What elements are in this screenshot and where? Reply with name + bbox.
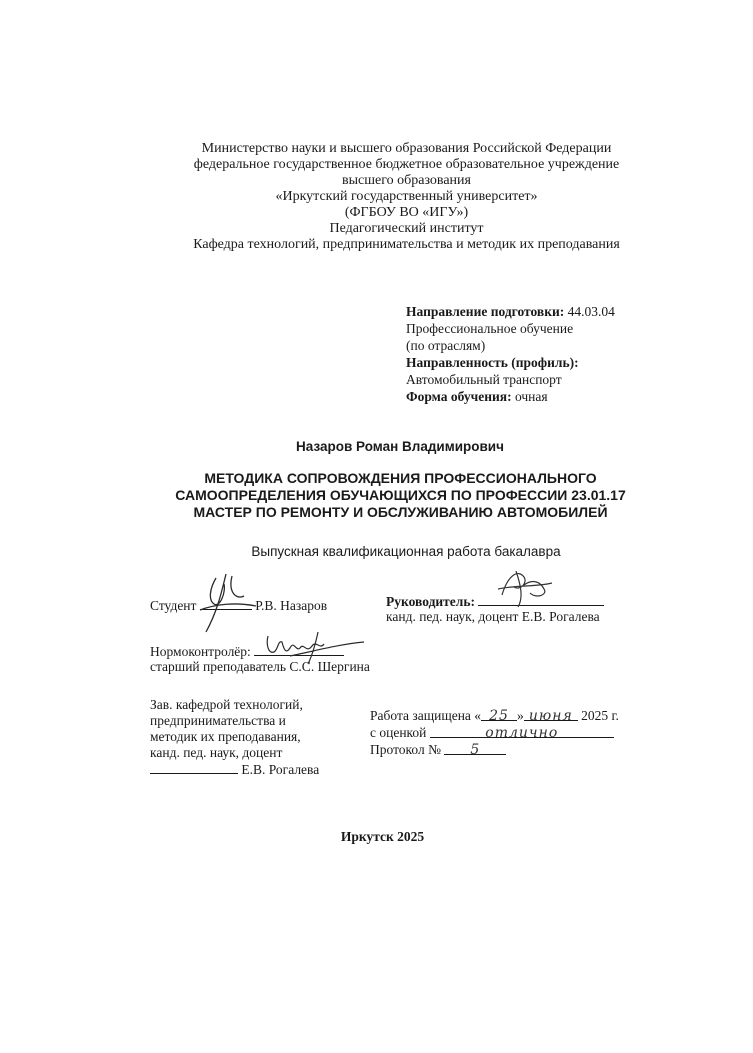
signature-line — [150, 761, 238, 774]
form-value: очная — [514, 389, 548, 404]
protocol-label: Протокол № — [370, 742, 441, 757]
head-name: Е.В. Рогалева — [241, 762, 320, 777]
direction-name: Профессиональное обучение — [406, 321, 574, 336]
head-title-line-4: канд. пед. наук, доцент — [150, 745, 283, 760]
work-type: Выпускная квалификационная работа бакалавра — [251, 544, 561, 559]
signature-line — [478, 593, 604, 606]
defense-month: июня — [524, 708, 578, 721]
ministry-line: Министерство науки и высшего образования Российской Федерации — [201, 141, 612, 156]
signature-line — [200, 597, 252, 610]
author-name: Назаров Роман Владимирович — [296, 439, 504, 454]
profile-value: Автомобильный транспорт — [406, 372, 562, 387]
thesis-title-line-3: МАСТЕР ПО РЕМОНТУ И ОБСЛУЖИВАНИЮ АВТОМОБИЛЕЙ — [193, 504, 608, 520]
signature-line — [254, 643, 344, 656]
normcontrol-name: старший преподаватель С.С. Шергина — [150, 659, 370, 674]
defense-quote: » — [517, 708, 524, 723]
supervisor-signature-block — [386, 593, 604, 610]
education-level-line: высшего образования — [342, 173, 471, 188]
university-abbr: (ФГБОУ ВО «ИГУ») — [344, 205, 469, 220]
normcontrol-label: Нормоконтролёр: — [150, 644, 251, 659]
defense-prefix: Работа защищена « — [370, 708, 482, 723]
head-title-line-1: Зав. кафедрой технологий, — [150, 697, 303, 712]
defense-year: 2025 г. — [581, 708, 619, 723]
head-signature-block — [150, 697, 319, 778]
form-label: Форма обучения: — [406, 389, 512, 404]
head-title-line-2: предпринимательства и — [150, 713, 286, 728]
department-name: Кафедра технологий, предпринимательства и методик их преподавания — [193, 237, 620, 252]
defense-protocol — [370, 742, 506, 758]
profile-label: Направленность (профиль): — [406, 355, 579, 370]
program-info — [406, 303, 615, 405]
university-name: «Иркутский государственный университет» — [275, 189, 538, 204]
grade-value: отлично — [430, 725, 614, 738]
student-name: Р.В. Назаров — [255, 598, 328, 613]
direction-name-suffix: (по отраслям) — [406, 338, 486, 353]
defense-grade — [370, 725, 614, 741]
protocol-number: 5 — [444, 742, 506, 755]
direction-label: Направление подготовки: — [406, 304, 565, 319]
institution-type-line: федеральное государственное бюджетное образовательное учреждение — [193, 157, 620, 172]
student-label: Студент — [150, 598, 197, 613]
grade-label-text: с оценкой — [370, 725, 427, 740]
direction-code: 44.03.04 — [567, 304, 615, 319]
defense-day: 25 — [481, 708, 517, 721]
thesis-title-line-1: МЕТОДИКА СОПРОВОЖДЕНИЯ ПРОФЕССИОНАЛЬНОГО — [204, 470, 597, 486]
university-header — [0, 141, 753, 253]
normcontrol-signature-block — [150, 643, 344, 660]
head-title-line-3: методик их преподавания, — [150, 729, 301, 744]
institute-name: Педагогический институт — [329, 221, 484, 236]
supervisor-label: Руководитель: — [386, 594, 476, 609]
thesis-title — [0, 470, 753, 521]
supervisor-name: канд. пед. наук, доцент Е.В. Рогалева — [386, 609, 600, 624]
city-year: Иркутск 2025 — [340, 829, 425, 844]
thesis-title-line-2: САМООПРЕДЕЛЕНИЯ ОБУЧАЮЩИХСЯ ПО ПРОФЕССИИ 23.01.17 — [175, 487, 626, 503]
student-signature-block — [150, 597, 327, 614]
defense-date — [370, 708, 619, 724]
